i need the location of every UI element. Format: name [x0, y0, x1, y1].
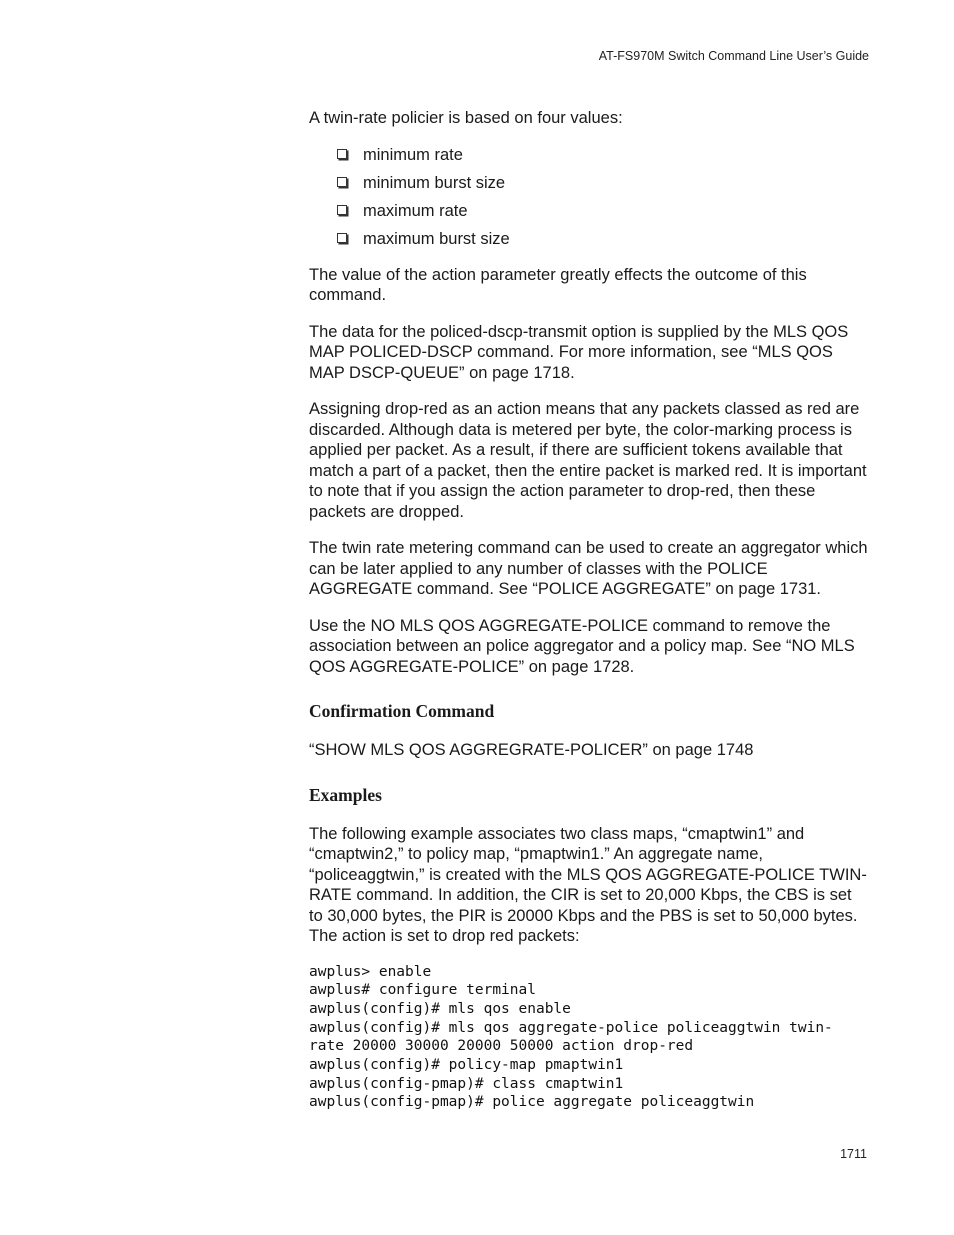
checkbox-bullet-icon	[337, 205, 347, 215]
checkbox-bullet-icon	[337, 177, 347, 187]
confirmation-heading: Confirmation Command	[309, 701, 495, 721]
code-line: awplus(config)# policy-map pmaptwin1	[309, 1057, 624, 1074]
examples-text: The following example associates two class maps, “cmaptwin1” and “cmaptwin2,” to policy map, “pmaptwin1.” An aggregate name, “policeaggtwin,” is created with the MLS QOS AGGREGATE-POLICE TWIN-RATE command. In addition, the CIR is set to 20,000 Kbps, the CBS is set to 30,000 bytes, the PIR is 20000 Kbps and the PBS is set to 50,000 bytes. The action is set to drop red packets:	[309, 824, 867, 945]
paragraph-dscp: The data for the policed-dscp-transmit option is supplied by the MLS QOS MAP POLICED-DSCP command. For more information, see “MLS QOS MAP DSCP-QUEUE” on page 1718.	[309, 322, 849, 382]
list-item: minimum rate	[337, 141, 869, 169]
intro-paragraph: A twin-rate policier is based on four values:	[309, 109, 623, 127]
confirmation-text: “SHOW MLS QOS AGGREGRATE-POLICER” on page 1748	[309, 741, 754, 759]
code-line: awplus# configure terminal	[309, 982, 536, 999]
list-item: maximum burst size	[337, 225, 869, 253]
paragraph-drop-red: Assigning drop-red as an action means that any packets classed as red are discarded. Although data is metered per byte, the color-marking process is applied per packet. As a result, if there are sufficient tokens available that match a part of a packet, then the entire packet is marked red. It is important to note that if you assign the action parameter to drop-red, then these packets are dropped.	[309, 400, 867, 521]
checkbox-bullet-icon	[337, 233, 347, 243]
list-item: minimum burst size	[337, 169, 869, 197]
page-number: 1711	[840, 1147, 867, 1161]
checkbox-bullet-icon	[337, 149, 347, 159]
page-content	[309, 108, 869, 1112]
list-item: maximum rate	[337, 197, 869, 225]
code-line: awplus(config)# mls qos aggregate-police policeaggtwin twin-	[309, 1019, 833, 1036]
code-line: rate 20000 30000 20000 50000 action drop-red	[309, 1038, 694, 1055]
paragraph-no-command: Use the NO MLS QOS AGGREGATE-POLICE command to remove the association between an police aggregator and a policy map. See “NO MLS QOS AGGREGATE-POLICE” on page 1728.	[309, 616, 855, 676]
code-line: awplus(config)# mls qos enable	[309, 1000, 571, 1017]
paragraph-action: The value of the action parameter greatly effects the outcome of this command.	[309, 265, 807, 304]
code-line: awplus> enable	[309, 963, 432, 980]
code-line: awplus(config-pmap)# police aggregate policeaggtwin	[309, 1094, 755, 1111]
examples-heading: Examples	[309, 784, 382, 805]
code-line: awplus(config-pmap)# class cmaptwin1	[309, 1075, 624, 1092]
values-list	[337, 141, 869, 253]
paragraph-aggregator: The twin rate metering command can be used to create an aggregator which can be later applied to any number of classes with the POLICE AGGREGATE command. See “POLICE AGGREGATE” on page 1731.	[309, 539, 868, 598]
code-block	[309, 963, 869, 1113]
running-header: AT-FS970M Switch Command Line User’s Guide	[598, 49, 869, 63]
